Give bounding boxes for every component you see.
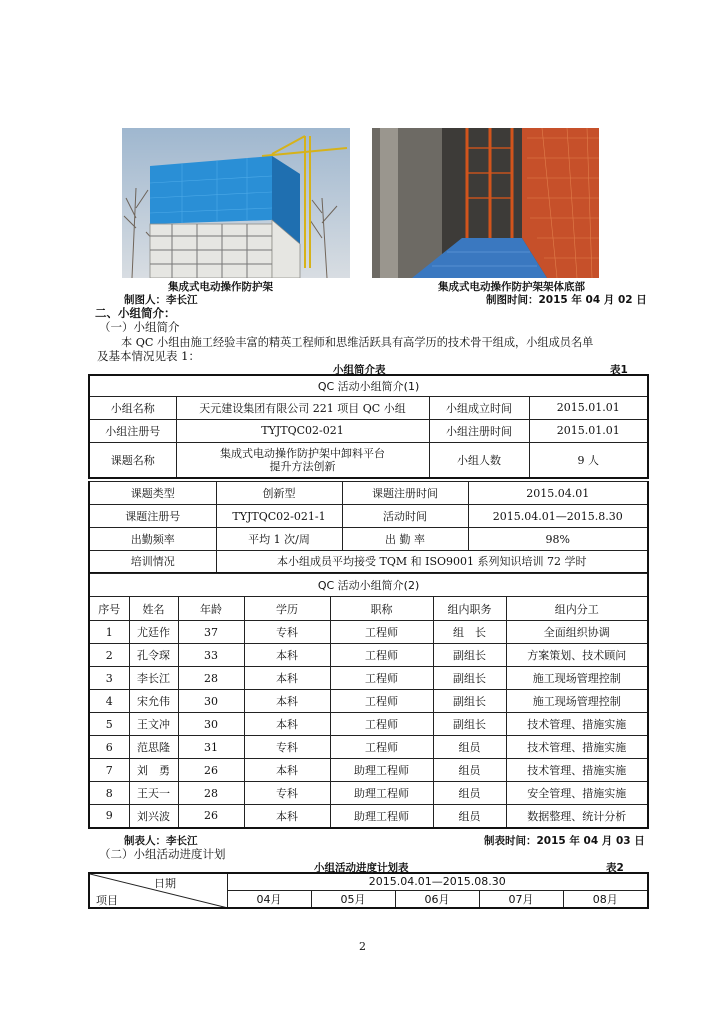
- member-age: 33: [178, 644, 244, 667]
- member-title: 工程师: [330, 713, 433, 736]
- table1-caption: 小组简介表: [333, 364, 386, 376]
- member-row: [89, 805, 648, 828]
- header-education: 学历: [244, 597, 330, 621]
- member-position: 组 长: [433, 621, 506, 644]
- member-row: [89, 644, 648, 667]
- header-index: 序号: [89, 597, 129, 621]
- qc-group-info-table: [88, 374, 649, 479]
- member-position: 副组长: [433, 667, 506, 690]
- date-label: 日期: [154, 877, 176, 890]
- member-title: 工程师: [330, 621, 433, 644]
- member-position: 组员: [433, 736, 506, 759]
- month-08: 08月: [563, 890, 648, 908]
- training-value: 本小组成员平均接受 TQM 和 ISO9001 系列知识培训 72 学时: [216, 551, 648, 573]
- member-row: [89, 667, 648, 690]
- topic-label: 课题名称: [89, 442, 176, 478]
- reg-no-value: TYJTQC02-021: [176, 419, 429, 442]
- member-row: [89, 713, 648, 736]
- member-title: 工程师: [330, 736, 433, 759]
- member-duty: 施工现场管理控制: [506, 690, 648, 713]
- building-photo-illustration: [122, 128, 350, 278]
- group-name-label: 小组名称: [89, 396, 176, 419]
- right-photo-caption: 集成式电动操作防护架架体底部: [438, 281, 585, 293]
- member-duty: 技术管理、措施实施: [506, 759, 648, 782]
- member-row: [89, 690, 648, 713]
- member-title: 助理工程师: [330, 759, 433, 782]
- topic-reg-time-label: 课题注册时间: [342, 482, 468, 505]
- attendance-value: 98%: [468, 528, 648, 551]
- intro-paragraph-line-1: 本 QC 小组由施工经验丰富的精英工程师和思维活跃具有高学历的技术骨干组成，小组成员名单: [121, 336, 594, 349]
- member-name: 孔令琛: [129, 644, 178, 667]
- founded-value: 2015.01.01: [529, 396, 648, 419]
- member-age: 37: [178, 621, 244, 644]
- date-item-header-cell: [89, 873, 227, 908]
- member-name: 刘兴波: [129, 805, 178, 828]
- members-label: 小组人数: [429, 442, 529, 478]
- member-age: 26: [178, 759, 244, 782]
- month-07: 07月: [479, 890, 563, 908]
- row-index: 4: [89, 690, 129, 713]
- member-age: 30: [178, 713, 244, 736]
- member-row: [89, 736, 648, 759]
- member-position: 组员: [433, 805, 506, 828]
- photo-date-label: 制图时间：2015 年 04 月 02 日: [486, 294, 647, 306]
- member-duty: 方案策划、技术顾问: [506, 644, 648, 667]
- member-education: 本科: [244, 690, 330, 713]
- member-education: 专科: [244, 736, 330, 759]
- topic-value: [176, 442, 429, 478]
- row-index: 1: [89, 621, 129, 644]
- date-range: 2015.04.01—2015.08.30: [227, 873, 648, 890]
- member-name: 刘 勇: [129, 759, 178, 782]
- section-heading: 二、小组简介：: [95, 306, 176, 320]
- member-position: 副组长: [433, 713, 506, 736]
- member-education: 专科: [244, 782, 330, 805]
- photo-protection-frame-bottom: [372, 128, 599, 278]
- member-position: 组员: [433, 759, 506, 782]
- reg-time-label: 小组注册时间: [429, 419, 529, 442]
- freq-value: 平均 1 次/周: [216, 528, 342, 551]
- member-title: 工程师: [330, 644, 433, 667]
- member-position: 副组长: [433, 644, 506, 667]
- page-number: 2: [359, 940, 366, 953]
- row-index: 6: [89, 736, 129, 759]
- member-name: 宋允伟: [129, 690, 178, 713]
- member-duty: 施工现场管理控制: [506, 667, 648, 690]
- item-label: 项目: [96, 894, 118, 907]
- topic-reg-no-label: 课题注册号: [89, 505, 216, 528]
- member-education: 本科: [244, 759, 330, 782]
- topic-reg-no-value: TYJTQC02-021-1: [216, 505, 342, 528]
- member-education: 本科: [244, 805, 330, 828]
- header-title: 职称: [330, 597, 433, 621]
- member-name: 尤廷作: [129, 621, 178, 644]
- member-position: 组员: [433, 782, 506, 805]
- members-value: 9 人: [529, 442, 648, 478]
- member-education: 本科: [244, 713, 330, 736]
- attendance-label: 出 勤 率: [342, 528, 468, 551]
- header-duty: 组内分工: [506, 597, 648, 621]
- reg-time-value: 2015.01.01: [529, 419, 648, 442]
- member-row: [89, 621, 648, 644]
- member-row: [89, 782, 648, 805]
- member-position: 副组长: [433, 690, 506, 713]
- row-index: 7: [89, 759, 129, 782]
- left-photo-caption: 集成式电动操作防护架: [168, 281, 273, 293]
- member-duty: 技术管理、措施实施: [506, 713, 648, 736]
- header-age: 年龄: [178, 597, 244, 621]
- training-label: 培训情况: [89, 551, 216, 573]
- frame-bottom-photo-illustration: [372, 128, 599, 278]
- members-header-row: [89, 597, 648, 621]
- month-06: 06月: [395, 890, 479, 908]
- member-age: 30: [178, 690, 244, 713]
- member-name: 王天一: [129, 782, 178, 805]
- table1-number: 表1: [610, 364, 628, 376]
- activity-time-value: 2015.04.01—2015.8.30: [468, 505, 648, 528]
- month-04: 04月: [227, 890, 311, 908]
- activity-time-label: 活动时间: [342, 505, 468, 528]
- intro-paragraph-line-2: 及基本情况见表 1：: [97, 349, 200, 363]
- topic-reg-time-value: 2015.04.01: [468, 482, 648, 505]
- type-value: 创新型: [216, 482, 342, 505]
- row-index: 3: [89, 667, 129, 690]
- member-name: 李长江: [129, 667, 178, 690]
- founded-label: 小组成立时间: [429, 396, 529, 419]
- row-index: 2: [89, 644, 129, 667]
- member-title: 助理工程师: [330, 782, 433, 805]
- photographer-label: 制图人：李长江: [124, 294, 198, 306]
- topic-line-2: 提升方法创新: [269, 459, 336, 473]
- subsection-heading-2: （二）小组活动进度计划: [99, 847, 226, 861]
- subsection-heading-1: （一）小组简介: [99, 320, 180, 334]
- member-duty: 数据整理、统计分析: [506, 805, 648, 828]
- header-position: 组内职务: [433, 597, 506, 621]
- month-05: 05月: [311, 890, 395, 908]
- member-age: 28: [178, 667, 244, 690]
- photo-building-protection-frame: [122, 128, 350, 278]
- member-age: 31: [178, 736, 244, 759]
- member-name: 范思隆: [129, 736, 178, 759]
- freq-label: 出勤频率: [89, 528, 216, 551]
- member-title: 工程师: [330, 667, 433, 690]
- member-title: 助理工程师: [330, 805, 433, 828]
- member-education: 本科: [244, 644, 330, 667]
- table2-caption: 小组活动进度计划表: [314, 862, 409, 874]
- topic-line-1: 集成式电动操作防护架中卸料平台: [220, 446, 385, 460]
- member-title: 工程师: [330, 690, 433, 713]
- member-duty: 全面组织协调: [506, 621, 648, 644]
- table1-title-1: QC 活动小组简介(1): [89, 375, 648, 396]
- qc-topic-info-table: [88, 481, 649, 574]
- member-duty: 技术管理、措施实施: [506, 736, 648, 759]
- member-name: 王文冲: [129, 713, 178, 736]
- type-label: 课题类型: [89, 482, 216, 505]
- row-index: 5: [89, 713, 129, 736]
- qc-members-table: [88, 573, 649, 829]
- table2-number: 表2: [606, 862, 624, 874]
- table-maker-label: 制表人：李长江: [124, 835, 198, 847]
- header-name: 姓名: [129, 597, 178, 621]
- member-age: 28: [178, 782, 244, 805]
- member-row: [89, 759, 648, 782]
- member-education: 本科: [244, 667, 330, 690]
- group-name-value: 天元建设集团有限公司 221 项目 QC 小组: [176, 396, 429, 419]
- member-duty: 安全管理、措施实施: [506, 782, 648, 805]
- row-index: 8: [89, 782, 129, 805]
- progress-plan-table: [88, 872, 649, 909]
- reg-no-label: 小组注册号: [89, 419, 176, 442]
- row-index: 9: [89, 805, 129, 828]
- table-make-time-label: 制表时间：2015 年 04 月 03 日: [484, 835, 645, 847]
- member-age: 26: [178, 805, 244, 828]
- table1-title-2: QC 活动小组简介(2): [89, 574, 648, 597]
- member-education: 专科: [244, 621, 330, 644]
